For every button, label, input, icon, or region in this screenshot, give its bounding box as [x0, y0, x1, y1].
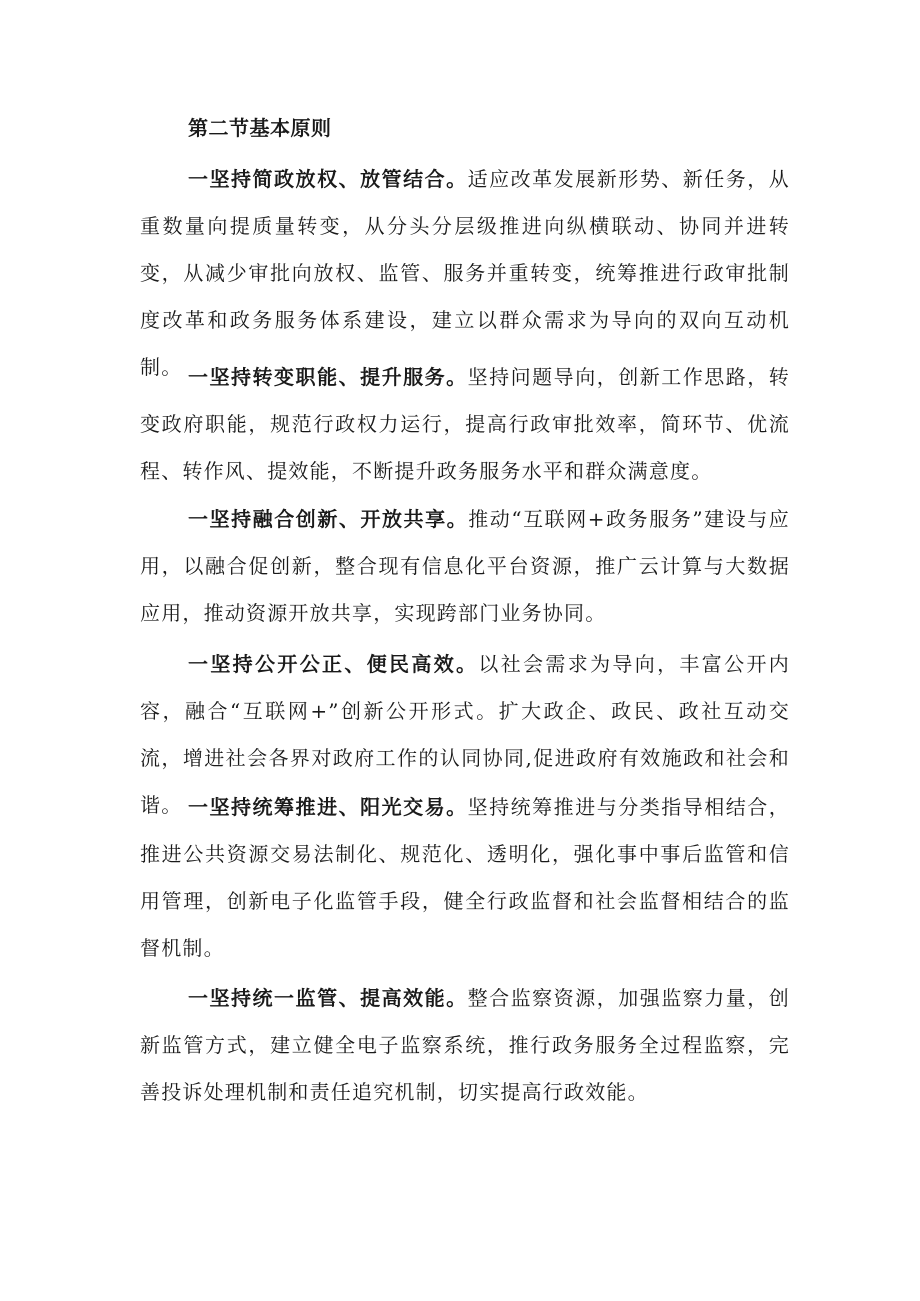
principle-paragraph [140, 354, 790, 495]
principle-lead: 一坚持转变职能、提升服务。 [188, 365, 468, 389]
principle-paragraph [140, 784, 790, 972]
principle-lead: 一坚持融合创新、开放共享。 [188, 507, 469, 531]
principle-body: 整合监察资源，加强监察力量，创新监管方式，建立健全电子监察系统，推行政务服务全过程监察，完善投诉处理机制和责任追究机制，切实提高行政效能。 [140, 986, 790, 1104]
principle-lead: 一坚持简政放权、放管结合。 [188, 167, 468, 191]
principle-lead: 一坚持公开公正、便民高效。 [188, 652, 479, 676]
principle-body: 坚持统筹推进与分类指导相结合，推进公共资源交易法制化、规范化、透明化，强化事中事后监管和信用管理，创新电子化监管手段，健全行政监督和社会监督相结合的监督机制。 [140, 795, 790, 960]
principle-body: 推动“互联网+政务服务”建设与应用，以融合促创新，整合现有信息化平台资源，推广云计算与大数据应用，推动资源开放共享，实现跨部门业务协同。 [140, 507, 790, 625]
principle-body: 以社会需求为导向，丰富公开内容，融合“互联网+”创新公开形式。扩大政企、政民、政社互动交流，增进社会各界对政府工作的认同协同,促进政府有效施政和社会和谐。 [140, 652, 790, 817]
principle-paragraph [140, 975, 790, 1116]
principle-body: 坚持问题导向，创新工作思路，转变政府职能，规范行政权力运行，提高行政审批效率，简环节、优流程、转作风、提效能，不断提升政务服务水平和群众满意度。 [140, 365, 790, 483]
principle-lead: 一坚持统筹推进、阳光交易。 [188, 795, 468, 819]
principle-paragraph [140, 496, 790, 637]
principle-lead: 一坚持统一监管、提高效能。 [188, 986, 468, 1010]
section-title: 第二节基本原则 [188, 116, 332, 140]
principle-body: 适应改革发展新形势、新任务，从重数量向提质量转变，从分头分层级推进向纵横联动、协同并进转变，从减少审批向放权、监管、服务并重转变，统筹推进行政审批制度改革和政务服务体系建设，建立以群众需求为导向的双向互动机制。 [140, 167, 790, 379]
